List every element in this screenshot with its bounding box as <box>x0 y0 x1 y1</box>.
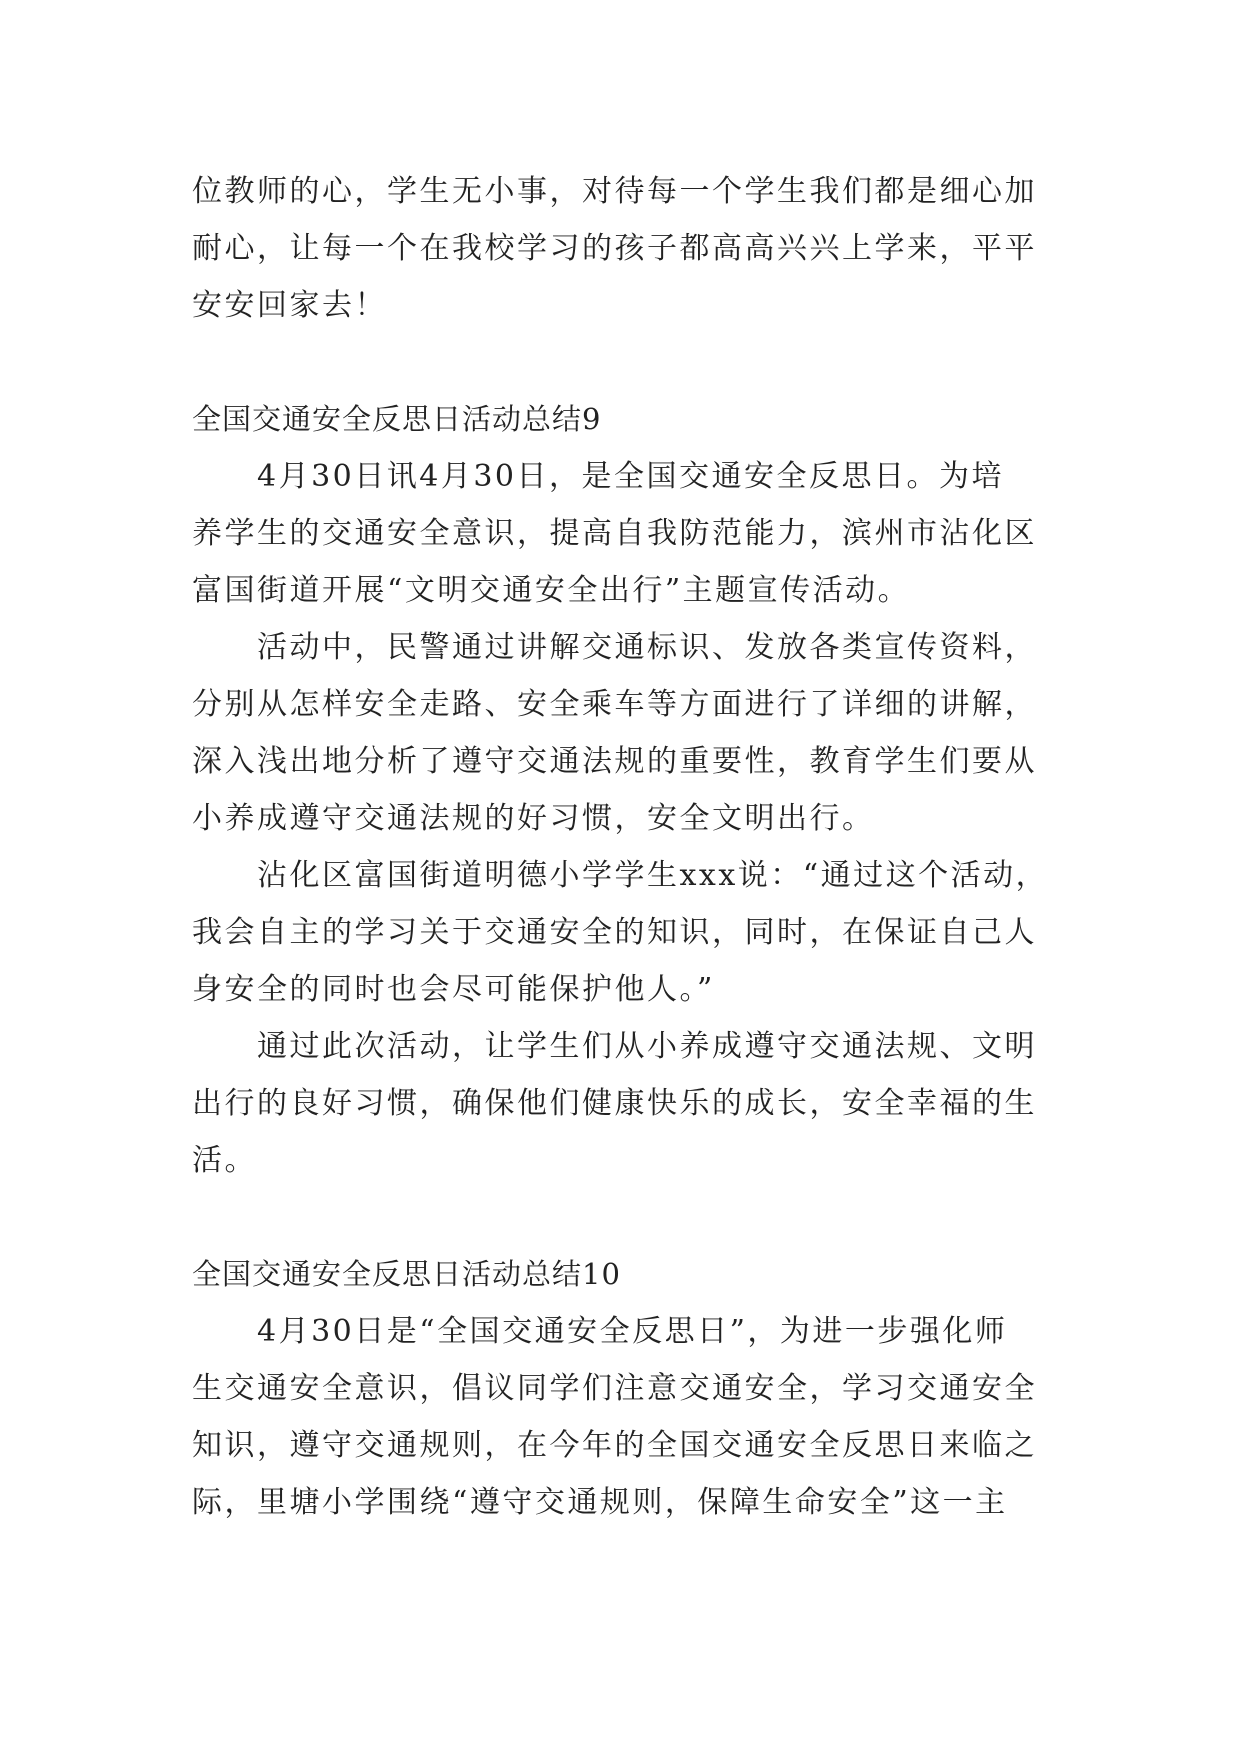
paragraph <box>192 1018 1062 1189</box>
text-line: 出行的良好习惯，确保他们健康快乐的成长，安全幸福的生 <box>192 1086 1037 1121</box>
document-page <box>192 163 1062 1531</box>
text-line: 4月30日讯4月30日，是全国交通安全反思日。为培 <box>257 459 1005 494</box>
text-line: 知识，遵守交通规则，在今年的全国交通安全反思日来临之 <box>192 1428 1037 1463</box>
section-9 <box>192 391 1062 1189</box>
paragraph <box>192 448 1062 619</box>
text-line: 沾化区富国街道明德小学学生xxx说：“通过这个活动， <box>257 858 1049 893</box>
text-line: 通过此次活动，让学生们从小养成遵守交通法规、文明 <box>257 1029 1037 1064</box>
text-line: 我会自主的学习关于交通安全的知识，同时，在保证自己人 <box>192 915 1037 950</box>
section-heading: 全国交通安全反思日活动总结10 <box>192 1257 621 1291</box>
section-gap <box>192 334 1062 391</box>
text-line: 小养成遵守交通法规的好习惯，安全文明出行。 <box>192 801 875 836</box>
section-gap <box>192 1189 1062 1246</box>
intro-paragraph <box>192 163 1062 334</box>
text-line: 活动中，民警通过讲解交通标识、发放各类宣传资料， <box>257 630 1037 665</box>
text-line: 深入浅出地分析了遵守交通法规的重要性，教育学生们要从 <box>192 744 1037 779</box>
section-heading: 全国交通安全反思日活动总结9 <box>192 402 602 436</box>
section-10 <box>192 1246 1062 1531</box>
paragraph <box>192 1303 1062 1531</box>
text-line: 耐心，让每一个在我校学习的孩子都高高兴兴上学来，平平 <box>192 231 1037 266</box>
text-line: 活。 <box>192 1143 257 1178</box>
text-line: 位教师的心，学生无小事，对待每一个学生我们都是细心加 <box>192 174 1037 209</box>
paragraph <box>192 619 1062 847</box>
text-line: 身安全的同时也会尽可能保护他人。” <box>192 972 715 1007</box>
text-line: 分别从怎样安全走路、安全乘车等方面进行了详细的讲解， <box>192 687 1037 722</box>
text-line: 际，里塘小学围绕“遵守交通规则，保障生命安全”这一主 <box>192 1485 1008 1520</box>
text-line: 4月30日是“全国交通安全反思日”，为进一步强化师 <box>257 1314 1008 1349</box>
paragraph <box>192 847 1062 1018</box>
text-line: 安安回家去！ <box>192 288 387 323</box>
text-line: 生交通安全意识，倡议同学们注意交通安全，学习交通安全 <box>192 1371 1037 1406</box>
text-line: 富国街道开展“文明交通安全出行”主题宣传活动。 <box>192 573 911 608</box>
text-line: 养学生的交通安全意识，提高自我防范能力，滨州市沾化区 <box>192 516 1037 551</box>
